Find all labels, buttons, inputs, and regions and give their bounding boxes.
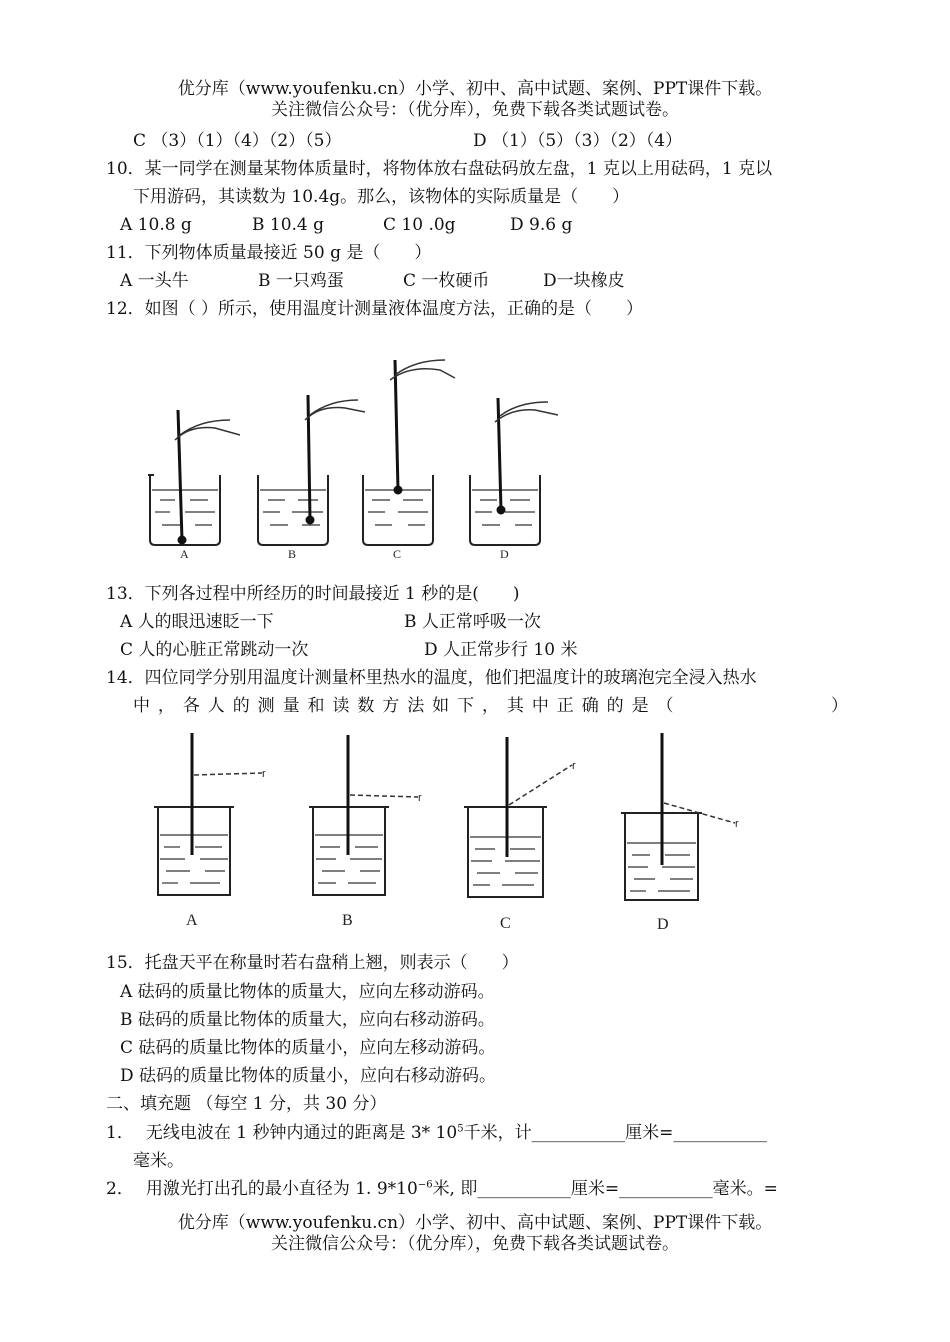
q15-stem: 15．托盘天平在称量时若右盘稍上翘，则表示（ ） (106, 953, 519, 973)
fill-2-text-a: 用激光打出孔的最小直径为 1. 9*10 (145, 1179, 418, 1199)
q11-option-d: D一块橡皮 (543, 271, 625, 291)
fill-2-exponent: −6 (417, 1179, 433, 1191)
q10-option-d: D 9.6 g (510, 215, 573, 235)
q15-option-c: C 砝码的质量比物体的质量小，应向左移动游码。 (120, 1038, 496, 1058)
svg-text:r: r (735, 818, 739, 830)
q14-stem-line-1: 14．四位同学分别用温度计测量杯里热水的温度，他们把温度计的玻璃泡完全浸入热水 (106, 668, 757, 688)
svg-text:r: r (572, 760, 576, 772)
q13-option-d: D 人正常步行 10 米 (424, 640, 578, 660)
header-line-2: 关注微信公众号：（优分库），免费下载各类试题试卷。 (271, 100, 679, 120)
q10-stem-line-1: 10．某一同学在测量某物体质量时，将物体放右盘砝码放左盘，1 克以上用砝码，1 克以 (106, 159, 773, 179)
q13-stem: 13．下列各过程中所经历的时间最接近 1 秒的是( ) (106, 584, 520, 604)
q14-figure-label-d: D (657, 916, 669, 933)
fill-2-number: 2． (106, 1179, 134, 1199)
fill-2-text-b: 米, 即___________厘米=___________毫米。= (432, 1179, 778, 1199)
footer-line-2: 关注微信公众号：（优分库），免费下载各类试题试卷。 (271, 1234, 679, 1254)
q13-option-c: C 人的心脏正常跳动一次 (120, 640, 309, 660)
fill-1-text-b: 千米，计___________厘米=___________ (463, 1123, 767, 1143)
q14-thermometer-figure (150, 725, 790, 940)
q11-option-b: B 一只鸡蛋 (258, 271, 344, 291)
q11-option-a: A 一头牛 (120, 271, 189, 291)
q9-option-d: D （1）（5）（3）（2）（4） (473, 131, 683, 151)
q12-figure-label-d: D (500, 547, 509, 561)
fill-question-2 (106, 1178, 778, 1200)
q12-figure-label-a: A (180, 547, 189, 561)
q10-option-c: C 10 .0g (383, 215, 456, 235)
fill-1-exponent: 5 (457, 1123, 464, 1135)
q10-option-b: B 10.4 g (252, 215, 325, 235)
q12-stem: 12．如图（ ）所示，使用温度计测量液体温度方法，正确的是（ ） (106, 299, 644, 319)
q12-thermometer-figure (120, 340, 620, 565)
q12-figure-label-b: B (288, 547, 297, 561)
header-line-1: 优分库（www.youfenku.cn）小学、初中、高中试题、案例、PPT课件下载。 (177, 79, 773, 99)
q14-figure-label-b: B (342, 912, 353, 929)
q15-option-b: B 砝码的质量比物体的质量大，应向右移动游码。 (120, 1010, 495, 1030)
q11-stem: 11．下列物体质量最接近 50 g 是（ ） (106, 243, 432, 263)
svg-text:r: r (418, 792, 422, 804)
q13-option-b: B 人正常呼吸一次 (404, 612, 541, 632)
fill-1-text-a: 无线电波在 1 秒钟内通过的距离是 3* 10 (145, 1123, 458, 1143)
section-2-title: 二、填充题 （每空 1 分，共 30 分） (106, 1094, 387, 1114)
q14-stem-line-2: 中，各人的测量和读数方法如下，其中正确的是（ ） (133, 696, 848, 716)
q10-option-a: A 10.8 g (120, 215, 192, 235)
fill-question-1 (106, 1122, 767, 1144)
fill-1-line-2: 毫米。 (133, 1151, 184, 1171)
footer-line-1: 优分库（www.youfenku.cn）小学、初中、高中试题、案例、PPT课件下载。 (177, 1213, 773, 1233)
q15-option-a: A 砝码的质量比物体的质量大，应向左移动游码。 (120, 982, 495, 1002)
q12-figure-label-c: C (393, 547, 402, 561)
q14-figure-label-c: C (500, 915, 511, 932)
svg-text:r: r (262, 768, 266, 780)
q9-option-c: C （3）（1）（4）（2）（5） (133, 131, 342, 151)
q14-figure-label-a: A (186, 912, 198, 929)
q15-option-d: D 砝码的质量比物体的质量小，应向右移动游码。 (120, 1066, 497, 1086)
fill-1-number: 1． (106, 1123, 134, 1143)
q10-stem-line-2: 下用游码，其读数为 10.4g。那么，该物体的实际质量是（ ） (133, 187, 630, 207)
q13-option-a: A 人的眼迅速眨一下 (120, 612, 274, 632)
q11-option-c: C 一枚硬币 (403, 271, 490, 291)
